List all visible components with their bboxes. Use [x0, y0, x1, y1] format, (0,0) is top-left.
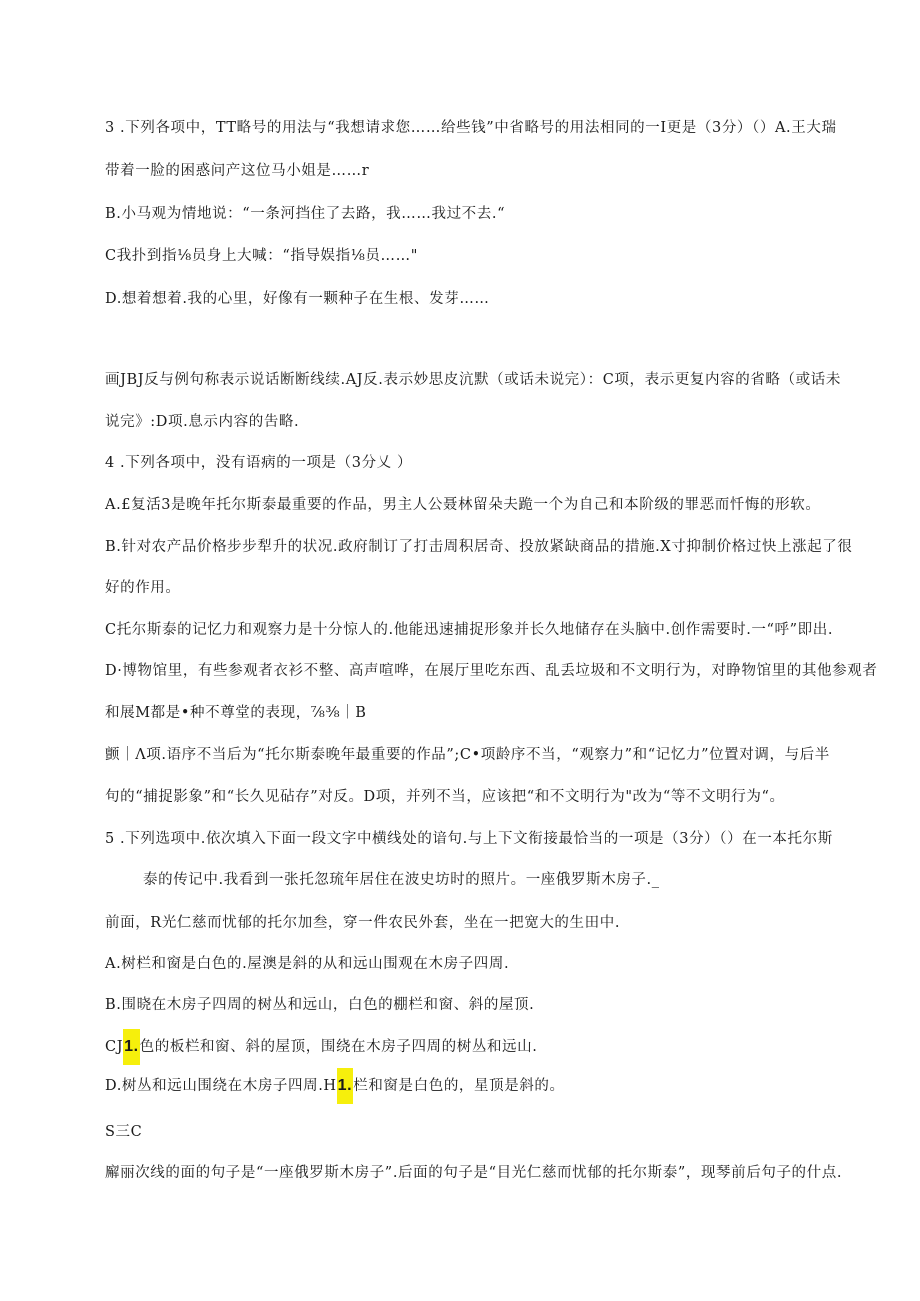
q5-stem-line-2: 泰的传记中.我看到一张托忽琉年居住在波史坊时的照片。一座俄罗斯木房子._ — [143, 872, 660, 888]
q4-option-a: A.£复活3是晚年托尔斯泰最重要的作品，男主人公聂林留朵夫跪一个为自己和本阶级的罪恶而忏悔的形软。 — [105, 497, 821, 513]
q5-option-d — [105, 1068, 565, 1104]
q5-option-d-rest: 栏和窗是白色的，星顶是斜的。 — [353, 1078, 565, 1094]
q5-option-c — [105, 1029, 537, 1065]
q4-analysis-line-1: 颤｜Λ项.语序不当后为“托尔斯泰晚年最重要的作品”;C•项龄序不当，“观察力”和“记忆力”位置对调，与后半 — [105, 747, 830, 763]
q4-option-d-line-2: 和展M都是•种不尊堂的表现，⅞⅜｜B — [105, 705, 367, 721]
q5-option-d-highlight: 1. — [337, 1068, 354, 1104]
q4-option-b-line-2: 好的作用。 — [105, 580, 181, 596]
q3-stem-line-1: 3 .下列各项中，TT略号的用法与“我想请求您……给些钱”中省略号的用法相同的一I更是（3分）（）A.王大瑞 — [105, 120, 837, 136]
q4-option-c: C托尔斯泰的记忆力和观察力是十分惊人的.他能迅速捕捉形象并长久地储存在头脑中.创作需要时.一“呼”即出. — [105, 622, 834, 638]
q5-option-d-prefix: D.树丛和远山围绕在木房子四周.H — [105, 1078, 337, 1094]
q4-option-b-line-1: B.针对农产品价格步步犁升的状况.政府制订了打击周积居奇、投放紧缺商品的措施.X寸抑制价格过快上涨起了很 — [105, 539, 853, 555]
q3-option-c: C我扑到指⅛员身上大喊：“指导娱指⅛员……" — [105, 248, 418, 264]
q3-option-d: D.想着想着.我的心里，好像有一颗种子在生根、发芽…… — [105, 291, 490, 307]
q5-option-b: B.围晓在木房子四周的树丛和远山，白色的棚栏和窗、斜的屋顶. — [105, 997, 535, 1013]
q5-stem-line-3: 前面，R光仁慈而忧郁的托尔加叁，穿一件农民外套，坐在一把宽大的生田中. — [105, 915, 621, 931]
q5-analysis-line-1: 廨丽次线的面的句子是“一座俄罗斯木房子”.后面的句子是“目光仁慈而忧郁的托尔斯泰”，现琴前后句子的什点. — [105, 1165, 843, 1181]
q3-stem-line-2: 带着一脸的困惑问产这位马小姐是……r — [105, 163, 370, 179]
q4-option-d-line-1: D·博物馆里，有些参观者衣衫不整、高声喧哗，在展厅里吃东西、乱丢垃圾和不文明行为，对睁物馆里的其他参观者 — [105, 663, 878, 679]
q4-stem: 4 .下列各项中，没有语病的一项是（3分乂 ） — [105, 455, 413, 471]
q3-option-b: B.小马观为情地说：“一条河挡住了去路，我……我过不去.“ — [105, 206, 506, 222]
q5-option-c-prefix: CJ — [105, 1039, 124, 1055]
q5-option-c-rest: 色的板栏和窗、斜的屋顶，围绕在木房子四周的树丛和远山. — [139, 1039, 538, 1055]
q5-option-c-highlight: 1. — [123, 1029, 140, 1065]
q4-analysis-line-2: 句的“捕捉影象”和“长久见砧存”对反。D项，并列不当，应该把“和不文明行为"改为“等不文明行为“。 — [105, 789, 785, 805]
q5-option-a: A.树栏和窗是白色的.屋澳是斜的从和远山围观在木房子四周. — [105, 956, 510, 972]
q3-analysis-line-1: 画JBJ反与例句称表示说话断断线续.AJ反.表示妙思皮沆默（或话未说完）：C项，表示更复内容的省略（或话未 — [105, 372, 841, 388]
q3-analysis-line-2: 说完》:D项.息示内容的吿略. — [105, 414, 300, 430]
q5-stem-line-1: 5 .下列选项中.依次填入下面一段文字中横线处的谙句.与上下文衔接最恰当的一项是（3分）（）在一本托尔斯 — [105, 831, 833, 847]
q5-answer: S三C — [105, 1124, 143, 1140]
